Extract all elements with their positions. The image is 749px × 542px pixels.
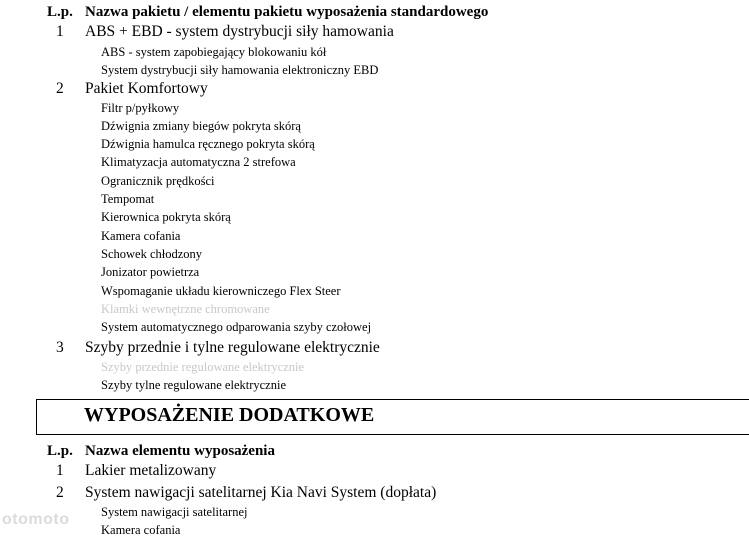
item-number: 1: [56, 462, 64, 479]
package-number: 3: [56, 339, 64, 356]
package-item: Kamera cofania: [101, 229, 181, 243]
package-item-faded: Szyby przednie regulowane elektrycznie: [101, 360, 305, 374]
header-lp: L.p.: [47, 4, 73, 20]
watermark-logo: otomoto: [2, 511, 70, 528]
package-item: Klimatyzacja automatyczna 2 strefowa: [101, 155, 296, 169]
package-item: ABS - system zapobiegający blokowaniu kół: [101, 45, 327, 59]
package-name: Pakiet Komfortowy: [85, 80, 208, 97]
package-item: Jonizator powietrza: [101, 265, 200, 279]
package-number: 2: [56, 80, 64, 97]
section-title: WYPOSAŻENIE DODATKOWE: [84, 404, 375, 426]
item-number: 2: [56, 484, 64, 501]
item-name: System nawigacji satelitarnej Kia Navi System (dopłata): [85, 484, 437, 501]
package-item: Schowek chłodzony: [101, 247, 203, 261]
package-item: Kierownica pokryta skórą: [101, 210, 231, 224]
package-item: Szyby tylne regulowane elektrycznie: [101, 378, 286, 392]
item-sub: System nawigacji satelitarnej: [101, 505, 248, 519]
package-name: ABS + EBD - system dystrybucji siły hamowania: [85, 23, 394, 40]
package-name: Szyby przednie i tylne regulowane elektrycznie: [85, 339, 380, 356]
header-lp: L.p.: [47, 443, 73, 459]
package-item: Dźwignia hamulca ręcznego pokryta skórą: [101, 137, 315, 151]
package-item: Ogranicznik prędkości: [101, 174, 215, 188]
package-item: Wspomaganie układu kierowniczego Flex Steer: [101, 284, 341, 298]
item-sub: Kamera cofania: [101, 523, 181, 537]
header-package-name: Nazwa pakietu / elementu pakietu wyposażenia standardowego: [85, 4, 489, 20]
package-number: 1: [56, 23, 64, 40]
package-item: Tempomat: [101, 192, 155, 206]
package-item: Filtr p/pyłkowy: [101, 101, 180, 115]
package-item: System dystrybucji siły hamowania elektroniczny EBD: [101, 63, 379, 77]
package-item: System automatycznego odparowania szyby czołowej: [101, 320, 372, 334]
package-item-faded: Klamki wewnętrzne chromowane: [101, 302, 270, 316]
header-element-name: Nazwa elementu wyposażenia: [85, 443, 275, 459]
package-item: Dźwignia zmiany biegów pokryta skórą: [101, 119, 301, 133]
item-name: Lakier metalizowany: [85, 462, 217, 479]
